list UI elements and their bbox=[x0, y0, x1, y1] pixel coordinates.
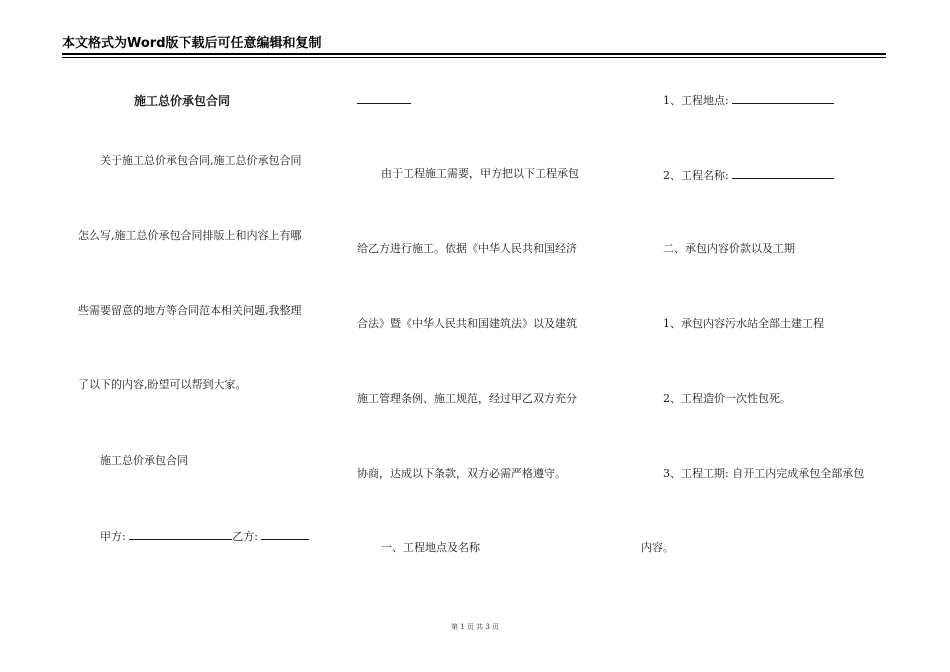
project-name-label: 2、工程名称: bbox=[663, 169, 729, 182]
paragraph-line: 些需要留意的地方等合同范本相关问题,我整理 bbox=[78, 304, 302, 317]
list-item: 2、工程造价一次性包死。 bbox=[663, 392, 791, 405]
project-location-line bbox=[663, 92, 834, 108]
top-blank-line bbox=[357, 92, 411, 104]
paragraph-line: 关于施工总价承包合同,施工总价承包合同 bbox=[100, 154, 302, 167]
paragraph-line: 了以下的内容,盼望可以帮到大家。 bbox=[78, 378, 247, 391]
party-b-blank bbox=[261, 528, 309, 540]
project-location-blank bbox=[732, 92, 834, 104]
list-item-continuation: 内容。 bbox=[641, 541, 674, 554]
contract-subtitle: 施工总价承包合同 bbox=[100, 454, 188, 467]
paragraph-line: 施工管理条例、施工规范，经过甲乙双方充分 bbox=[357, 392, 577, 405]
paragraph-line: 合法》暨《中华人民共和国建筑法》以及建筑 bbox=[357, 317, 577, 330]
project-location-label: 1、工程地点: bbox=[663, 94, 729, 107]
party-a-label: 甲方: bbox=[100, 530, 126, 543]
list-item: 1、承包内容污水站全部土建工程 bbox=[663, 317, 824, 330]
document-title: 施工总价承包合同 bbox=[134, 94, 231, 108]
section-heading: 二、承包内容价款以及工期 bbox=[663, 242, 795, 255]
party-a-blank bbox=[129, 528, 232, 540]
list-item: 3、工程工期: 自开工内完成承包全部承包 bbox=[663, 467, 865, 480]
header-banner: 本文格式为Word版下载后可任意编辑和复制 bbox=[62, 36, 322, 51]
party-line bbox=[100, 528, 309, 544]
project-name-line bbox=[663, 167, 834, 183]
section-heading: 一、工程地点及名称 bbox=[381, 541, 480, 554]
header-rule-thin bbox=[62, 57, 886, 58]
party-b-label: 乙方: bbox=[232, 530, 258, 543]
page-number: 第 1 页 共 3 页 bbox=[450, 623, 500, 631]
paragraph-line: 协商，达成以下条款，双方必需严格遵守。 bbox=[357, 467, 566, 480]
paragraph-line: 给乙方进行施工。依据《中华人民共和国经济 bbox=[357, 242, 577, 255]
header-rule-thick bbox=[62, 53, 886, 55]
project-name-blank bbox=[732, 167, 834, 179]
paragraph-line: 怎么写,施工总价承包合同排版上和内容上有哪 bbox=[78, 229, 302, 242]
paragraph-line: 由于工程施工需要，甲方把以下工程承包 bbox=[381, 167, 579, 180]
